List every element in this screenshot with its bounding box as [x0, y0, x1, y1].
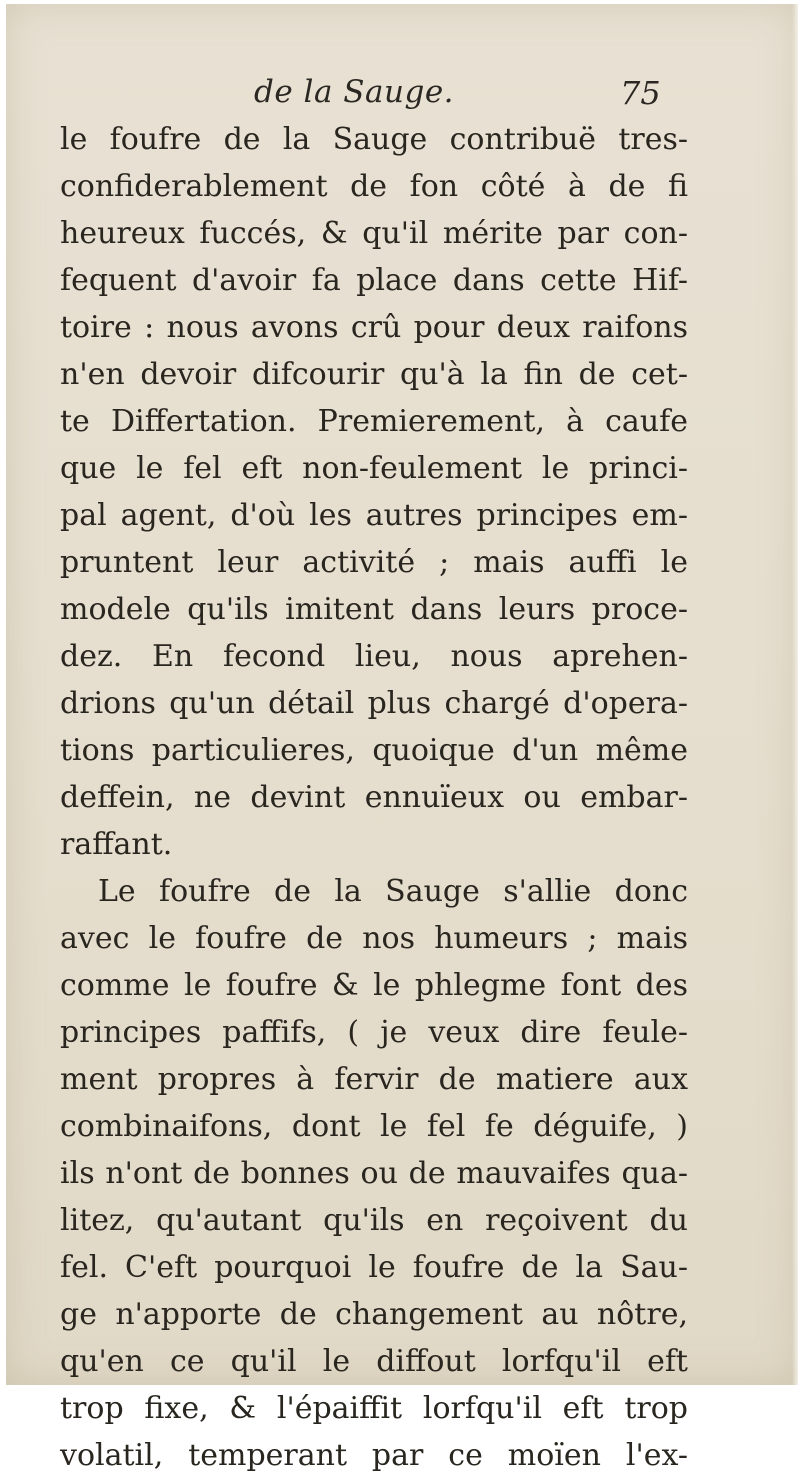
- body-text: [60, 116, 688, 1479]
- text-line: drions qu'un détail plus chargé d'opera-: [60, 686, 688, 721]
- text-line: trop fixe, & l'épaiffit lorfqu'il eft trop: [60, 1391, 688, 1426]
- text-line: qu'en ce qu'il le diffout lorfqu'il eft: [60, 1344, 688, 1379]
- text-line: combinaifons, dont le fel fe déguife, ): [60, 1109, 688, 1144]
- text-line: volatil, temperant par ce moïen l'ex-: [60, 1438, 688, 1473]
- text-line: pruntent leur activité ; mais auffi le: [60, 545, 688, 580]
- text-line: le foufre de la Sauge contribuë tres-: [60, 122, 688, 157]
- text-line: tions particulieres, quoique d'un même: [60, 733, 688, 768]
- text-line: principes paffifs, ( je veux dire feule-: [60, 1015, 688, 1050]
- text-line: que le fel eft non-feulement le princi-: [60, 451, 688, 486]
- page-number: 75: [620, 74, 661, 112]
- text-line: comme le foufre & le phlegme font des: [60, 968, 688, 1003]
- text-line: te Differtation. Premierement, à caufe: [60, 404, 688, 439]
- text-line: toire : nous avons crû pour deux raifons: [60, 310, 688, 345]
- text-line: deffein, ne devint ennuïeux ou embar-: [60, 780, 688, 815]
- book-page: [6, 4, 798, 1473]
- text-line: heureux fuccés, & qu'il mérite par con-: [60, 216, 688, 251]
- text-line: dez. En fecond lieu, nous aprehen-: [60, 639, 688, 674]
- page-header: [6, 68, 798, 118]
- running-title: de la Sauge.: [254, 74, 455, 110]
- text-line: litez, qu'autant qu'ils en reçoivent du: [60, 1203, 688, 1238]
- text-line: ge n'apporte de changement au nôtre,: [60, 1297, 688, 1332]
- text-line-paragraph-start: Le foufre de la Sauge s'allie donc: [98, 874, 688, 909]
- text-line: avec le foufre de nos humeurs ; mais: [60, 921, 688, 956]
- text-line: pal agent, d'où les autres principes em-: [60, 498, 688, 533]
- text-line: modele qu'ils imitent dans leurs proce-: [60, 592, 688, 627]
- text-line: ils n'ont de bonnes ou de mauvaifes qua-: [60, 1156, 688, 1191]
- text-line: fel. C'eft pourquoi le foufre de la Sau-: [60, 1250, 688, 1285]
- text-line: n'en devoir difcourir qu'à la fin de cet-: [60, 357, 688, 392]
- text-line: fequent d'avoir fa place dans cette Hif-: [60, 263, 688, 298]
- text-line: ment propres à fervir de matiere aux: [60, 1062, 688, 1097]
- text-line-paragraph-end: raffant.: [60, 827, 173, 862]
- text-line: confiderablement de fon côté à de fi: [60, 169, 688, 204]
